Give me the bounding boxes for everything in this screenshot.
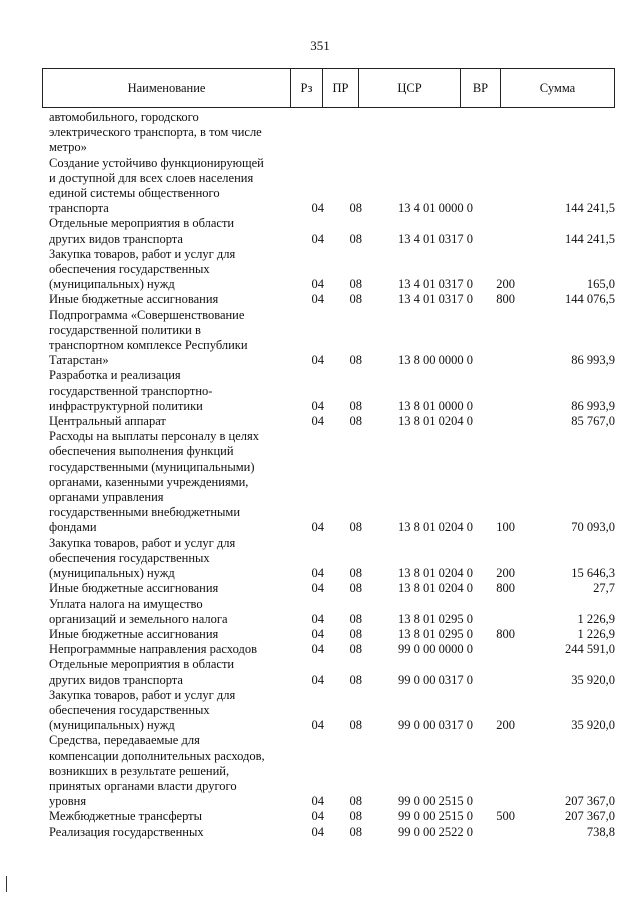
row-sum: 207 367,0 <box>565 794 615 809</box>
row-vr: 100 <box>496 520 515 535</box>
row-sum: 244 591,0 <box>565 642 615 657</box>
row-csr: 13 8 01 0204 0 <box>398 566 473 581</box>
row-name-line: Межбюджетные трансферты <box>49 809 203 824</box>
row-name-line: Закупка товаров, работ и услуг для <box>49 687 236 702</box>
row-vr: 200 <box>496 277 515 292</box>
row-name-line: Иные бюджетные ассигнования <box>49 292 219 307</box>
table-row <box>49 368 615 414</box>
table-row <box>49 308 615 369</box>
row-name <box>49 688 279 734</box>
row-csr: 13 4 01 0000 0 <box>398 201 473 216</box>
row-sum: 738,8 <box>586 824 615 839</box>
row-pr: 08 <box>349 566 362 581</box>
row-csr: 13 4 01 0317 0 <box>398 277 473 292</box>
row-name-line: других видов транспорта <box>49 231 183 246</box>
row-csr: 99 0 00 0317 0 <box>398 672 473 687</box>
row-name-line: обеспечения государственных <box>49 262 210 277</box>
table-row <box>49 536 615 582</box>
row-pr: 08 <box>349 398 362 413</box>
row-name <box>49 110 279 156</box>
row-sum: 85 767,0 <box>571 414 615 429</box>
table-row <box>49 414 615 429</box>
row-rz: 04 <box>311 672 324 687</box>
row-rz: 04 <box>311 277 324 292</box>
row-rz: 04 <box>311 611 324 626</box>
row-pr: 08 <box>349 414 362 429</box>
row-pr: 08 <box>349 626 362 641</box>
row-name-line: метро» <box>49 140 87 155</box>
table-row <box>49 809 615 824</box>
row-csr: 13 8 01 0295 0 <box>398 611 473 626</box>
row-sum: 144 076,5 <box>565 292 615 307</box>
row-sum: 86 993,9 <box>571 353 615 368</box>
row-rz: 04 <box>311 581 324 596</box>
header-csr: ЦСР <box>359 69 461 107</box>
header-pr: ПР <box>323 69 359 107</box>
table-row <box>49 429 615 535</box>
row-name-line: Иные бюджетные ассигнования <box>49 626 219 641</box>
table-row <box>49 642 615 657</box>
row-rz: 04 <box>311 626 324 641</box>
row-name-line: Расходы на выплаты персоналу в целях <box>49 429 259 444</box>
row-name-line: Средства, передаваемые для <box>49 733 200 748</box>
row-pr: 08 <box>349 581 362 596</box>
row-sum: 27,7 <box>593 581 615 596</box>
row-name-line: Иные бюджетные ассигнования <box>49 581 219 596</box>
row-sum: 70 093,0 <box>571 520 615 535</box>
row-name-line: единой системы общественного <box>49 186 220 201</box>
row-rz: 04 <box>311 824 324 839</box>
row-name-line: Непрограммные направления расходов <box>49 642 257 657</box>
row-rz: 04 <box>311 718 324 733</box>
row-name-line: организаций и земельного налога <box>49 611 228 626</box>
row-name-line: Отдельные мероприятия в области <box>49 657 235 672</box>
row-pr: 08 <box>349 794 362 809</box>
row-vr: 500 <box>496 809 515 824</box>
row-name-line: возникших в результате решений, <box>49 763 230 778</box>
row-name-line: обеспечения государственных <box>49 550 210 565</box>
row-pr: 08 <box>349 231 362 246</box>
row-csr: 13 8 01 0204 0 <box>398 414 473 429</box>
row-name-line: государственной политики в <box>49 322 201 337</box>
row-name-line: Разработка и реализация <box>49 368 181 383</box>
row-pr: 08 <box>349 611 362 626</box>
row-sum: 1 226,9 <box>577 611 615 626</box>
row-sum: 1 226,9 <box>577 626 615 641</box>
table-row <box>49 657 615 687</box>
row-name-line: обеспечения выполнения функций <box>49 444 234 459</box>
row-name-line: компенсации дополнительных расходов, <box>49 748 265 763</box>
margin-mark <box>6 876 7 892</box>
row-sum: 207 367,0 <box>565 809 615 824</box>
row-csr: 13 8 01 0204 0 <box>398 581 473 596</box>
table-row <box>49 733 615 809</box>
row-name <box>49 642 279 657</box>
row-csr: 13 8 01 0000 0 <box>398 398 473 413</box>
row-pr: 08 <box>349 520 362 535</box>
row-pr: 08 <box>349 201 362 216</box>
row-csr: 13 8 01 0204 0 <box>398 520 473 535</box>
row-pr: 08 <box>349 824 362 839</box>
row-name-line: государственной транспортно- <box>49 383 213 398</box>
row-name-line: уровня <box>49 794 87 809</box>
table-row <box>49 247 615 293</box>
row-vr: 200 <box>496 718 515 733</box>
row-name-line: Татарстан» <box>49 353 109 368</box>
row-name-line: автомобильного, городского <box>49 110 199 124</box>
table-row <box>49 292 615 307</box>
row-name-line: Уплата налога на имущество <box>49 596 203 611</box>
row-rz: 04 <box>311 414 324 429</box>
row-name-line: инфраструктурной политики <box>49 398 203 413</box>
row-pr: 08 <box>349 277 362 292</box>
row-name-line: государственными внебюджетными <box>49 505 241 520</box>
row-rz: 04 <box>311 292 324 307</box>
row-name-line: органами, казенными учреждениями, <box>49 474 249 489</box>
row-name-line: Подпрограмма «Совершенствование <box>49 307 245 322</box>
row-name-line: принятых органами власти другого <box>49 778 237 793</box>
row-sum: 144 241,5 <box>565 231 615 246</box>
row-vr: 800 <box>496 581 515 596</box>
row-name-line: государственными (муниципальными) <box>49 459 255 474</box>
row-vr: 200 <box>496 566 515 581</box>
row-csr: 13 8 01 0295 0 <box>398 626 473 641</box>
table-row <box>49 110 615 156</box>
row-name-line: Отдельные мероприятия в области <box>49 216 235 231</box>
row-name <box>49 292 279 307</box>
row-name-line: Реализация государственных <box>49 824 204 839</box>
row-pr: 08 <box>349 642 362 657</box>
row-rz: 04 <box>311 231 324 246</box>
table-row <box>49 581 615 596</box>
table-row <box>49 156 615 217</box>
table-row <box>49 825 615 840</box>
row-name <box>49 825 279 840</box>
row-name-line: Закупка товаров, работ и услуг для <box>49 246 236 261</box>
row-csr: 13 8 00 0000 0 <box>398 353 473 368</box>
row-sum: 165,0 <box>586 277 615 292</box>
row-name-line: Центральный аппарат <box>49 414 166 429</box>
table-row <box>49 597 615 627</box>
header-rz: Рз <box>291 69 323 107</box>
row-name-line: других видов транспорта <box>49 672 183 687</box>
row-csr: 13 4 01 0317 0 <box>398 231 473 246</box>
row-csr: 99 0 00 2515 0 <box>398 794 473 809</box>
row-name-line: электрического транспорта, в том числе <box>49 125 262 140</box>
row-rz: 04 <box>311 642 324 657</box>
header-name: Наименование <box>43 69 291 107</box>
row-pr: 08 <box>349 718 362 733</box>
row-pr: 08 <box>349 809 362 824</box>
row-name-line: (муниципальных) нужд <box>49 566 175 581</box>
row-name-line: обеспечения государственных <box>49 702 210 717</box>
header-vr: ВР <box>461 69 501 107</box>
row-rz: 04 <box>311 201 324 216</box>
row-name-line: органами управления <box>49 490 164 505</box>
row-name-line: (муниципальных) нужд <box>49 718 175 733</box>
row-name <box>49 216 279 246</box>
row-name-line: транспорта <box>49 201 109 216</box>
row-name-line: (муниципальных) нужд <box>49 277 175 292</box>
row-name <box>49 156 279 217</box>
row-name <box>49 581 279 596</box>
table-row <box>49 627 615 642</box>
row-csr: 99 0 00 2515 0 <box>398 809 473 824</box>
row-rz: 04 <box>311 353 324 368</box>
page-number: 351 <box>310 38 330 53</box>
row-name <box>49 368 279 414</box>
row-vr: 800 <box>496 292 515 307</box>
row-name <box>49 429 279 535</box>
row-csr: 99 0 00 2522 0 <box>398 824 473 839</box>
row-rz: 04 <box>311 794 324 809</box>
row-name <box>49 627 279 642</box>
row-name <box>49 597 279 627</box>
header-sum: Сумма <box>539 80 576 95</box>
table-row <box>49 688 615 734</box>
row-rz: 04 <box>311 566 324 581</box>
row-name <box>49 657 279 687</box>
budget-table-body <box>49 110 615 840</box>
row-name <box>49 809 279 824</box>
row-name <box>49 536 279 582</box>
row-pr: 08 <box>349 292 362 307</box>
row-name-line: Создание устойчиво функционирующей <box>49 155 264 170</box>
row-name-line: фондами <box>49 520 97 535</box>
row-sum: 86 993,9 <box>571 398 615 413</box>
row-rz: 04 <box>311 520 324 535</box>
row-rz: 04 <box>311 398 324 413</box>
row-name <box>49 414 279 429</box>
row-csr: 13 4 01 0317 0 <box>398 292 473 307</box>
row-name-line: Закупка товаров, работ и услуг для <box>49 535 236 550</box>
row-name-line: и доступной для всех слоев населения <box>49 170 254 185</box>
row-name <box>49 308 279 369</box>
row-name <box>49 247 279 293</box>
row-rz: 04 <box>311 809 324 824</box>
row-pr: 08 <box>349 353 362 368</box>
table-header <box>42 68 615 108</box>
row-name <box>49 733 279 809</box>
row-sum: 144 241,5 <box>565 201 615 216</box>
row-sum: 15 646,3 <box>571 566 615 581</box>
row-vr: 800 <box>496 626 515 641</box>
table-row <box>49 216 615 246</box>
row-name-line: транспортном комплексе Республики <box>49 338 248 353</box>
row-csr: 99 0 00 0000 0 <box>398 642 473 657</box>
row-sum: 35 920,0 <box>571 718 615 733</box>
row-csr: 99 0 00 0317 0 <box>398 718 473 733</box>
row-sum: 35 920,0 <box>571 672 615 687</box>
row-pr: 08 <box>349 672 362 687</box>
